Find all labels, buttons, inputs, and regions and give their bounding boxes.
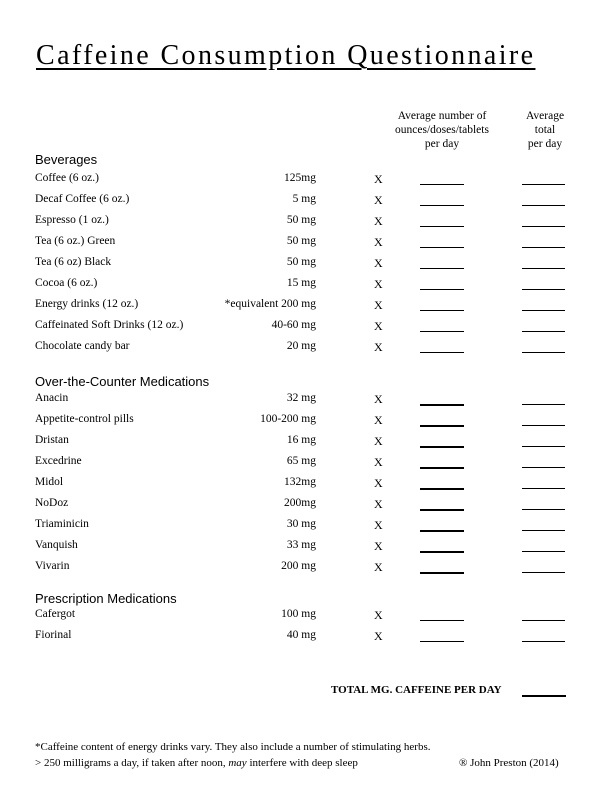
item-name: Coffee (6 oz.) — [35, 172, 99, 184]
section-heading: Prescription Medications — [35, 591, 177, 606]
item-name: Midol — [35, 476, 64, 488]
item-name: Vanquish — [35, 539, 78, 551]
total-per-day-blank[interactable] — [522, 446, 565, 447]
total-per-day-blank[interactable] — [522, 289, 565, 290]
total-per-day-blank[interactable] — [522, 310, 565, 311]
average-per-day-blank[interactable] — [420, 620, 464, 621]
item-name: Cocoa (6 oz.) — [35, 277, 98, 289]
item-name: NoDoz — [35, 497, 69, 509]
caffeine-amount: 32 mg — [286, 392, 316, 404]
average-per-day-blank[interactable] — [420, 268, 464, 269]
footnote-sleep — [35, 757, 358, 769]
total-per-day-blank[interactable] — [522, 226, 565, 227]
caffeine-amount: 5 mg — [292, 193, 316, 205]
column-header-average-text: Average number of ounces/doses/tablets per day — [395, 110, 489, 150]
caffeine-amount: 50 mg — [286, 214, 316, 226]
item-name: Dristan — [35, 434, 69, 446]
total-label: TOTAL MG. CAFFEINE PER DAY — [331, 684, 502, 696]
multiply-mark: X — [374, 319, 383, 333]
column-header-average — [384, 109, 500, 151]
total-per-day-blank[interactable] — [522, 572, 565, 573]
total-per-day-blank[interactable] — [522, 641, 565, 642]
multiply-mark: X — [374, 172, 383, 186]
average-per-day-blank[interactable] — [420, 530, 464, 532]
total-per-day-blank[interactable] — [522, 551, 565, 552]
item-name: Triaminicin — [35, 518, 89, 530]
multiply-mark: X — [374, 608, 383, 622]
average-per-day-blank[interactable] — [420, 289, 464, 290]
average-per-day-blank[interactable] — [420, 184, 464, 185]
total-per-day-blank[interactable] — [522, 467, 565, 468]
item-name: Appetite-control pills — [35, 413, 134, 425]
average-per-day-blank[interactable] — [420, 205, 464, 206]
item-name: Vivarin — [35, 560, 70, 572]
average-per-day-blank[interactable] — [420, 425, 464, 427]
section-heading: Beverages — [35, 152, 98, 167]
caffeine-amount: 50 mg — [286, 235, 316, 247]
item-name: Espresso (1 oz.) — [35, 214, 109, 226]
multiply-mark: X — [374, 476, 383, 490]
average-per-day-blank[interactable] — [420, 404, 464, 406]
multiply-mark: X — [374, 193, 383, 207]
caffeine-amount: 40 mg — [286, 629, 316, 641]
caffeine-amount: 33 mg — [286, 539, 316, 551]
average-per-day-blank[interactable] — [420, 488, 464, 490]
footnote-energy-drinks: *Caffeine content of energy drinks vary. They also include a number of stimulating herbs. — [35, 741, 431, 753]
item-name: Tea (6 oz.) Green — [35, 235, 116, 247]
copyright: ® John Preston (2014) — [459, 757, 559, 769]
average-per-day-blank[interactable] — [420, 446, 464, 448]
caffeine-amount: 15 mg — [286, 277, 316, 289]
item-name: Energy drinks (12 oz.) — [35, 298, 139, 310]
item-name: Cafergot — [35, 608, 76, 620]
total-per-day-blank[interactable] — [522, 509, 565, 510]
page-title: Caffeine Consumption Questionnaire — [36, 40, 536, 71]
column-header-total — [510, 109, 580, 151]
average-per-day-blank[interactable] — [420, 572, 464, 574]
caffeine-amount: 40-60 mg — [271, 319, 316, 331]
multiply-mark: X — [374, 235, 383, 249]
average-per-day-blank[interactable] — [420, 467, 464, 469]
multiply-mark: X — [374, 277, 383, 291]
column-header-total-text: Average total per day — [525, 110, 565, 150]
multiply-mark: X — [374, 629, 383, 643]
caffeine-amount: *equivalent 200 mg — [224, 298, 316, 310]
caffeine-amount: 50 mg — [286, 256, 316, 268]
total-per-day-blank[interactable] — [522, 404, 565, 405]
multiply-mark: X — [374, 560, 383, 574]
total-per-day-blank[interactable] — [522, 352, 565, 353]
total-per-day-blank[interactable] — [522, 268, 565, 269]
total-per-day-blank[interactable] — [522, 331, 565, 332]
total-per-day-blank[interactable] — [522, 530, 565, 531]
multiply-mark: X — [374, 434, 383, 448]
item-name: Excedrine — [35, 455, 82, 467]
total-per-day-blank[interactable] — [522, 620, 565, 621]
total-answer-blank[interactable] — [522, 695, 566, 697]
average-per-day-blank[interactable] — [420, 509, 464, 511]
multiply-mark: X — [374, 518, 383, 532]
section-heading: Over-the-Counter Medications — [35, 374, 210, 389]
multiply-mark: X — [374, 455, 383, 469]
caffeine-amount: 132mg — [284, 476, 316, 488]
item-name: Anacin — [35, 392, 69, 404]
footnote-sleep-suffix: interfere with deep sleep — [249, 757, 358, 769]
caffeine-amount: 200mg — [284, 497, 316, 509]
item-name: Caffeinated Soft Drinks (12 oz.) — [35, 319, 184, 331]
multiply-mark: X — [374, 413, 383, 427]
total-per-day-blank[interactable] — [522, 184, 565, 185]
footnote-sleep-prefix: > 250 milligrams a day, if taken after noon, — [35, 757, 226, 769]
item-name: Fiorinal — [35, 629, 72, 641]
multiply-mark: X — [374, 298, 383, 312]
multiply-mark: X — [374, 539, 383, 553]
item-name: Chocolate candy bar — [35, 340, 130, 352]
total-per-day-blank[interactable] — [522, 488, 565, 489]
caffeine-amount: 16 mg — [286, 434, 316, 446]
total-per-day-blank[interactable] — [522, 205, 565, 206]
caffeine-amount: 30 mg — [286, 518, 316, 530]
caffeine-amount: 100-200 mg — [260, 413, 316, 425]
average-per-day-blank[interactable] — [420, 247, 464, 248]
average-per-day-blank[interactable] — [420, 310, 464, 311]
caffeine-amount: 200 mg — [281, 560, 316, 572]
multiply-mark: X — [374, 392, 383, 406]
total-per-day-blank[interactable] — [522, 425, 565, 426]
total-per-day-blank[interactable] — [522, 247, 565, 248]
item-name: Tea (6 oz) Black — [35, 256, 112, 268]
caffeine-amount: 100 mg — [281, 608, 316, 620]
average-per-day-blank[interactable] — [420, 641, 464, 642]
multiply-mark: X — [374, 256, 383, 270]
caffeine-amount: 65 mg — [286, 455, 316, 467]
multiply-mark: X — [374, 340, 383, 354]
average-per-day-blank[interactable] — [420, 352, 464, 353]
average-per-day-blank[interactable] — [420, 331, 464, 332]
multiply-mark: X — [374, 497, 383, 511]
caffeine-amount: 125mg — [284, 172, 316, 184]
caffeine-amount: 20 mg — [286, 340, 316, 352]
average-per-day-blank[interactable] — [420, 551, 464, 553]
item-name: Decaf Coffee (6 oz.) — [35, 193, 130, 205]
average-per-day-blank[interactable] — [420, 226, 464, 227]
footnote-sleep-emphasis: may — [228, 757, 247, 769]
multiply-mark: X — [374, 214, 383, 228]
